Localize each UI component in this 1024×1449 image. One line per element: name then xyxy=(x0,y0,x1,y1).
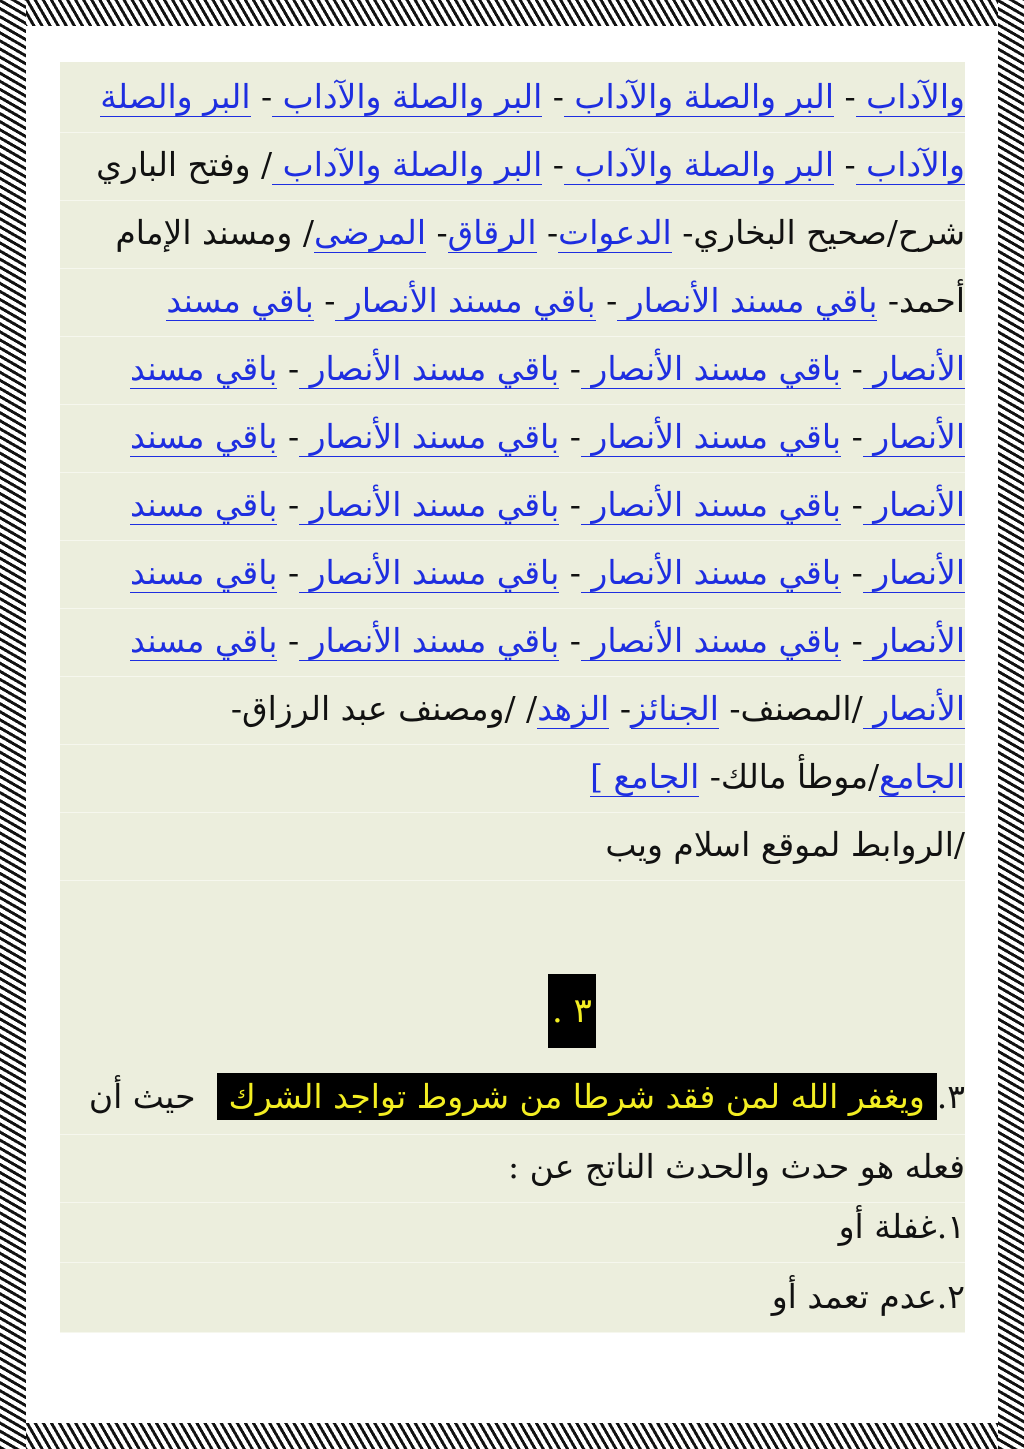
reference-line xyxy=(60,402,965,473)
reference-link[interactable]: باقي مسند الأنصار xyxy=(580,485,842,524)
decorative-border-right xyxy=(998,0,1024,1449)
reference-link[interactable]: باقي مسند الأنصار xyxy=(580,349,842,388)
reference-link[interactable]: البر والصلة والآداب xyxy=(272,145,543,184)
reference-text: - xyxy=(559,621,581,660)
reference-text: /الروابط لموقع اسلام ويب xyxy=(605,825,965,864)
document-page xyxy=(60,62,965,1332)
reference-text: أحمد- xyxy=(877,281,965,320)
reference-link[interactable]: الأنصار xyxy=(862,621,965,660)
reference-text: - xyxy=(609,689,631,728)
reference-link[interactable]: باقي مسند الأنصار xyxy=(335,281,596,320)
reference-link[interactable]: الجامع xyxy=(879,757,965,796)
decorative-border-left xyxy=(0,0,26,1449)
reference-link[interactable]: البر والصلة والآداب xyxy=(563,77,834,116)
reference-link[interactable]: المرضى xyxy=(313,213,427,252)
reference-text: - xyxy=(542,77,564,116)
reference-link[interactable]: الرقاق xyxy=(447,213,537,252)
reference-link[interactable]: باقي مسند الأنصار xyxy=(299,553,560,592)
reference-line xyxy=(60,606,965,677)
section-number: ٣ . xyxy=(548,974,596,1048)
list-item: ٢.عدم تعمد أو xyxy=(60,1262,965,1333)
reference-link[interactable]: البر والصلة والآداب xyxy=(272,77,543,116)
reference-link[interactable]: باقي مسند الأنصار xyxy=(580,621,842,660)
reference-text: - xyxy=(841,621,863,660)
reference-text: - xyxy=(559,553,581,592)
reference-link[interactable]: باقي مسند الأنصار xyxy=(580,417,842,456)
reference-line xyxy=(60,266,965,337)
decorative-border-top xyxy=(0,0,1024,26)
reference-link[interactable]: باقي مسند xyxy=(166,281,314,320)
reference-text: شرح/صحيح البخاري- xyxy=(671,213,965,252)
reference-link[interactable]: باقي مسند xyxy=(130,417,278,456)
reference-line xyxy=(60,470,965,541)
reference-text: - xyxy=(250,77,273,116)
reference-text: /المصنف- xyxy=(718,689,863,728)
reference-link[interactable]: باقي مسند الأنصار xyxy=(299,417,560,456)
reference-text: - xyxy=(595,281,618,320)
reference-text: /موطأ مالك- xyxy=(699,757,880,796)
item-number: ٣. xyxy=(936,1077,965,1116)
reference-text: - xyxy=(841,417,863,456)
reference-link[interactable]: الأنصار xyxy=(862,553,965,592)
reference-link[interactable]: الجنائز xyxy=(630,689,719,728)
reference-text: - xyxy=(277,553,300,592)
reference-link[interactable]: باقي مسند الأنصار xyxy=(580,553,842,592)
decorative-border-bottom xyxy=(0,1423,1024,1449)
reference-text: - xyxy=(277,485,300,524)
reference-link[interactable]: باقي مسند xyxy=(130,485,278,524)
list-item: ١.غفلة أو xyxy=(60,1192,965,1263)
reference-text: - xyxy=(542,145,564,184)
reference-link[interactable]: باقي مسند الأنصار xyxy=(299,621,560,660)
reference-text: - xyxy=(536,213,559,252)
reference-text: - xyxy=(313,281,336,320)
reference-link[interactable]: الأنصار xyxy=(862,485,965,524)
reference-link[interactable]: البر والصلة والآداب xyxy=(563,145,834,184)
reference-text: - xyxy=(277,621,300,660)
reference-link[interactable]: باقي مسند الأنصار xyxy=(299,349,560,388)
reference-line xyxy=(60,810,965,881)
reference-text: - xyxy=(841,349,863,388)
reference-line xyxy=(60,742,965,813)
item-line xyxy=(60,1062,965,1135)
reference-link[interactable]: باقي مسند الأنصار xyxy=(617,281,878,320)
reference-text: - xyxy=(426,213,448,252)
reference-link[interactable]: الأنصار xyxy=(862,689,965,728)
reference-link[interactable]: باقي مسند xyxy=(130,349,278,388)
highlighted-text: ويغفر الله لمن فقد شرطا من شروط تواجد الشرك xyxy=(217,1073,937,1120)
reference-line xyxy=(60,674,965,745)
reference-text: / /ومصنف عبد الرزاق- xyxy=(230,689,538,728)
reference-link[interactable]: باقي مسند الأنصار xyxy=(299,485,560,524)
reference-line xyxy=(60,334,965,405)
reference-line xyxy=(60,130,965,201)
reference-link[interactable]: الزهد xyxy=(537,689,610,728)
reference-text: - xyxy=(559,417,581,456)
reference-link[interactable]: والآداب xyxy=(855,77,965,116)
reference-text: - xyxy=(277,349,300,388)
reference-text: / وفتح الباري xyxy=(96,145,273,184)
reference-link[interactable]: الأنصار xyxy=(862,349,965,388)
item-tail: حيث أن xyxy=(88,1077,196,1116)
reference-text: / ومسند الإمام xyxy=(115,213,314,252)
reference-link[interactable]: باقي مسند xyxy=(130,621,278,660)
reference-text: - xyxy=(834,77,856,116)
reference-text: - xyxy=(559,349,581,388)
reference-text: - xyxy=(834,145,856,184)
reference-link[interactable]: البر والصلة xyxy=(100,77,251,116)
reference-line xyxy=(60,62,965,133)
reference-text: - xyxy=(559,485,581,524)
reference-text: - xyxy=(277,417,300,456)
reference-text: - xyxy=(841,553,863,592)
reference-link[interactable]: الجامع ] xyxy=(590,757,700,796)
body-line: فعله هو حدث والحدث الناتج عن : xyxy=(60,1132,965,1203)
reference-link[interactable]: الأنصار xyxy=(862,417,965,456)
reference-line xyxy=(60,198,965,269)
reference-link[interactable]: باقي مسند xyxy=(130,553,278,592)
reference-link[interactable]: الدعوات xyxy=(558,213,672,252)
reference-link[interactable]: والآداب xyxy=(855,145,965,184)
reference-line xyxy=(60,538,965,609)
reference-text: - xyxy=(841,485,863,524)
